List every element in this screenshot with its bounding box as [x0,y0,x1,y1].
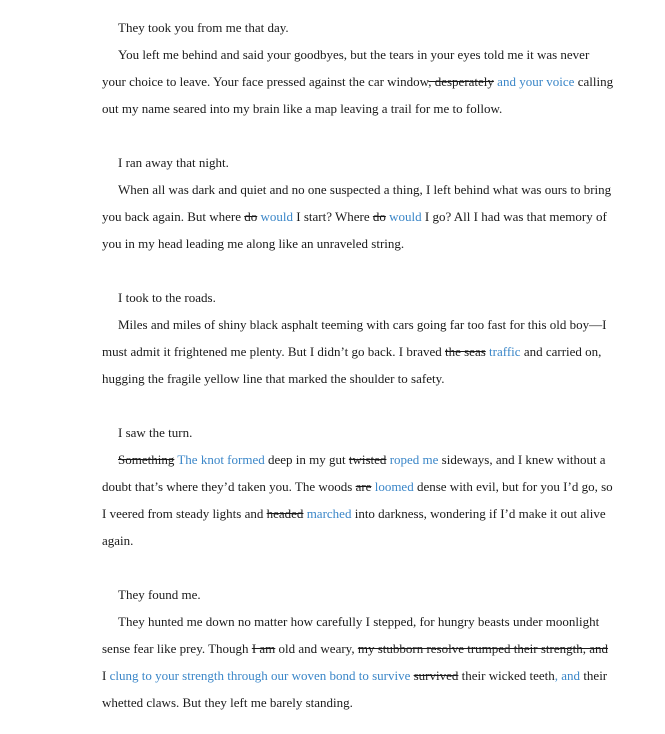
deleted-text: do [372,209,386,224]
deleted-text: headed [266,506,304,521]
inserted-text: loomed [371,479,414,494]
body-text: When all was dark and quiet and no one suspected a thing, I left behind what was ours to bring you back again. But where [102,182,612,224]
body-text: calling out my name seared into my brain like a map leaving a trail for me to follow. [102,74,614,116]
inserted-text: traffic [485,344,521,359]
deleted-text: do [244,209,258,224]
paragraph-spacer [102,554,614,581]
paragraph-spacer [102,392,614,419]
paragraph [102,581,614,608]
paragraph [102,284,614,311]
inserted-text: The knot formed [174,452,265,467]
deleted-text: , desperately [428,74,494,89]
deleted-text: my stubborn resolve trumped their strength, and [357,641,609,656]
body-text: I took to the roads. [118,290,216,305]
document-page [102,14,614,716]
deleted-text: twisted [348,452,387,467]
paragraph [102,419,614,446]
paragraph [102,176,614,257]
body-text: dense with evil, but for you I’d go, so I veered from steady lights and [102,479,613,521]
body-text: their wicked teeth [458,668,555,683]
body-text: their whetted claws. But they left me barely standing. [102,668,608,710]
body-text: They hunted me down no matter how carefully I stepped, for hungry beasts under moonlight sense fear like prey. Though [102,614,600,656]
deleted-text: the seas [444,344,486,359]
paragraph [102,608,614,716]
body-text: I [102,668,110,683]
body-text: sideways, and I knew without a doubt that’s where they’d taken you. The woods [102,452,606,494]
inserted-text: marched [303,506,352,521]
inserted-text: would [385,209,422,224]
body-text: They took you from me that day. [118,20,289,35]
paragraph [102,446,614,554]
inserted-text: , and [554,668,581,683]
paragraph-spacer [102,257,614,284]
inserted-text: roped me [386,452,439,467]
paragraph-spacer [102,122,614,149]
body-text: I ran away that night. [118,155,229,170]
body-text: They found me. [118,587,201,602]
deleted-text: are [355,479,372,494]
body-text: I saw the turn. [118,425,193,440]
body-text: I go? All I had was that memory of you in my head leading me along like an unraveled string. [102,209,607,251]
deleted-text: survived [413,668,459,683]
paragraph [102,41,614,122]
deleted-text: I am [251,641,276,656]
body-text: deep in my gut [264,452,349,467]
paragraph [102,311,614,392]
body-text: old and weary, [275,641,358,656]
body-text: into darkness, wondering if I’d make it out alive again. [102,506,606,548]
inserted-text: and your voice [493,74,575,89]
body-text: Miles and miles of shiny black asphalt teeming with cars going far too fast for this old boy—I must admit it frightened me plenty. But I didn’t go back. I braved [102,317,607,359]
body-text: You left me behind and said your goodbyes, but the tears in your eyes told me it was never your choice to leave. Your face pressed against the car window [102,47,590,89]
paragraph [102,14,614,41]
inserted-text: would [257,209,293,224]
paragraph [102,149,614,176]
body-text: and carried on, hugging the fragile yellow line that marked the shoulder to safety. [102,344,602,386]
body-text: I start? Where [292,209,373,224]
inserted-text: clung to your strength through our woven bond to survive [109,668,411,683]
deleted-text: Something [118,452,175,467]
